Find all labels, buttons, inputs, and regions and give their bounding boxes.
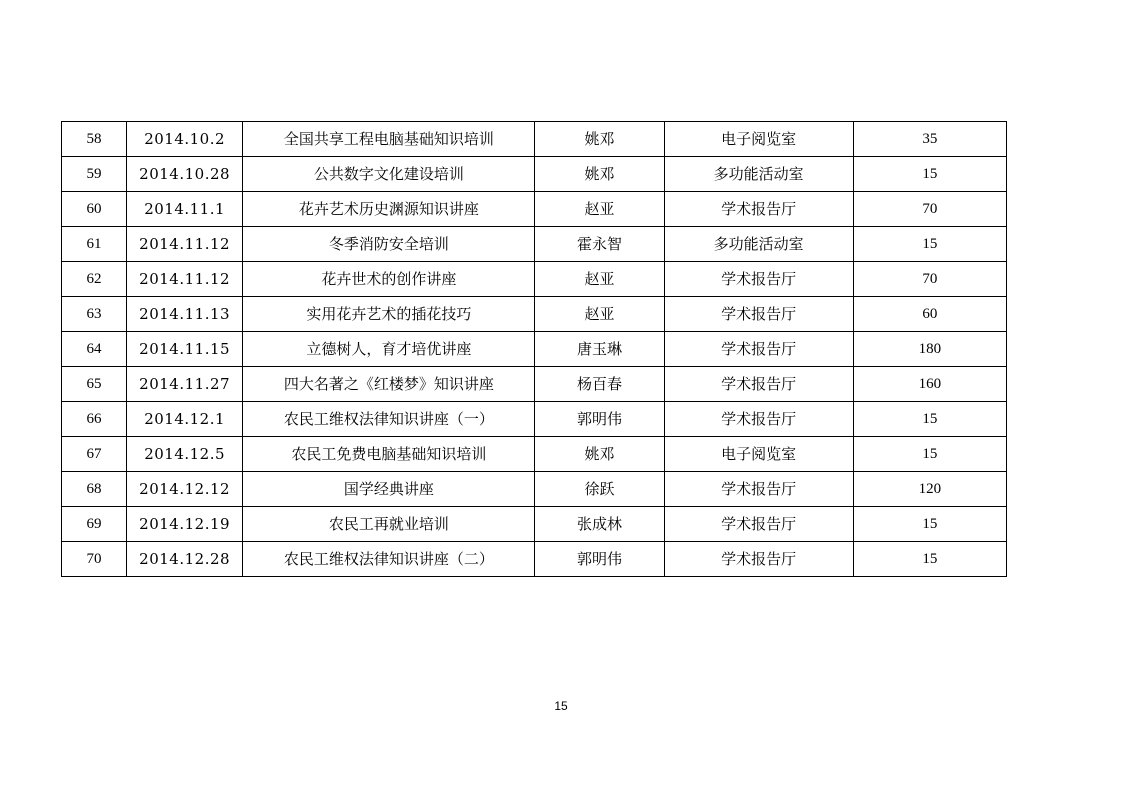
- date-cell: 2014.11.27: [127, 367, 243, 402]
- attendance-cell: 70: [853, 262, 1006, 297]
- event-title-cell: 花卉世术的创作讲座: [243, 262, 535, 297]
- venue-cell: 多功能活动室: [664, 227, 853, 262]
- speaker-cell: 张成林: [535, 507, 664, 542]
- row-number-cell: 61: [62, 227, 127, 262]
- row-number-cell: 59: [62, 157, 127, 192]
- speaker-cell: 姚邓: [535, 157, 664, 192]
- events-table: [61, 121, 1007, 577]
- event-title-cell: 立德树人，育才培优讲座: [243, 332, 535, 367]
- attendance-cell: 15: [853, 157, 1006, 192]
- row-number-cell: 64: [62, 332, 127, 367]
- attendance-cell: 120: [853, 472, 1006, 507]
- speaker-cell: 赵亚: [535, 262, 664, 297]
- row-number-cell: 62: [62, 262, 127, 297]
- attendance-cell: 160: [853, 367, 1006, 402]
- table-row: [62, 157, 1007, 192]
- event-title-cell: 四大名著之《红楼梦》知识讲座: [243, 367, 535, 402]
- date-cell: 2014.10.2: [127, 122, 243, 157]
- attendance-cell: 180: [853, 332, 1006, 367]
- attendance-cell: 35: [853, 122, 1006, 157]
- row-number-cell: 58: [62, 122, 127, 157]
- attendance-cell: 15: [853, 507, 1006, 542]
- attendance-cell: 15: [853, 227, 1006, 262]
- row-number-cell: 60: [62, 192, 127, 227]
- venue-cell: 学术报告厅: [664, 367, 853, 402]
- page-number: 15: [554, 699, 568, 713]
- venue-cell: 学术报告厅: [664, 507, 853, 542]
- speaker-cell: 赵亚: [535, 192, 664, 227]
- table-row: [62, 402, 1007, 437]
- date-cell: 2014.10.28: [127, 157, 243, 192]
- event-title-cell: 实用花卉艺术的插花技巧: [243, 297, 535, 332]
- event-title-cell: 冬季消防安全培训: [243, 227, 535, 262]
- table-row: [62, 542, 1007, 577]
- row-number-cell: 63: [62, 297, 127, 332]
- venue-cell: 电子阅览室: [664, 122, 853, 157]
- date-cell: 2014.12.1: [127, 402, 243, 437]
- table-row: [62, 332, 1007, 367]
- venue-cell: 多功能活动室: [664, 157, 853, 192]
- date-cell: 2014.11.12: [127, 262, 243, 297]
- date-cell: 2014.12.19: [127, 507, 243, 542]
- table-row: [62, 507, 1007, 542]
- speaker-cell: 赵亚: [535, 297, 664, 332]
- row-number-cell: 70: [62, 542, 127, 577]
- date-cell: 2014.12.5: [127, 437, 243, 472]
- table-row: [62, 262, 1007, 297]
- date-cell: 2014.12.28: [127, 542, 243, 577]
- date-cell: 2014.11.13: [127, 297, 243, 332]
- attendance-cell: 60: [853, 297, 1006, 332]
- table-row: [62, 122, 1007, 157]
- row-number-cell: 65: [62, 367, 127, 402]
- venue-cell: 学术报告厅: [664, 402, 853, 437]
- table-row: [62, 367, 1007, 402]
- row-number-cell: 69: [62, 507, 127, 542]
- attendance-cell: 15: [853, 402, 1006, 437]
- venue-cell: 学术报告厅: [664, 332, 853, 367]
- attendance-cell: 70: [853, 192, 1006, 227]
- attendance-cell: 15: [853, 437, 1006, 472]
- table-row: [62, 437, 1007, 472]
- speaker-cell: 郭明伟: [535, 402, 664, 437]
- row-number-cell: 67: [62, 437, 127, 472]
- venue-cell: 学术报告厅: [664, 297, 853, 332]
- event-title-cell: 农民工免费电脑基础知识培训: [243, 437, 535, 472]
- speaker-cell: 姚邓: [535, 122, 664, 157]
- row-number-cell: 68: [62, 472, 127, 507]
- attendance-cell: 15: [853, 542, 1006, 577]
- table-row: [62, 192, 1007, 227]
- venue-cell: 学术报告厅: [664, 192, 853, 227]
- venue-cell: 学术报告厅: [664, 262, 853, 297]
- date-cell: 2014.11.1: [127, 192, 243, 227]
- date-cell: 2014.11.12: [127, 227, 243, 262]
- speaker-cell: 霍永智: [535, 227, 664, 262]
- speaker-cell: 郭明伟: [535, 542, 664, 577]
- event-title-cell: 农民工维权法律知识讲座（二）: [243, 542, 535, 577]
- date-cell: 2014.12.12: [127, 472, 243, 507]
- speaker-cell: 徐跃: [535, 472, 664, 507]
- row-number-cell: 66: [62, 402, 127, 437]
- event-title-cell: 花卉艺术历史渊源知识讲座: [243, 192, 535, 227]
- speaker-cell: 唐玉琳: [535, 332, 664, 367]
- venue-cell: 学术报告厅: [664, 542, 853, 577]
- event-title-cell: 农民工再就业培训: [243, 507, 535, 542]
- speaker-cell: 姚邓: [535, 437, 664, 472]
- date-cell: 2014.11.15: [127, 332, 243, 367]
- event-title-cell: 公共数字文化建设培训: [243, 157, 535, 192]
- event-title-cell: 国学经典讲座: [243, 472, 535, 507]
- event-title-cell: 农民工维权法律知识讲座（一）: [243, 402, 535, 437]
- speaker-cell: 杨百春: [535, 367, 664, 402]
- table-row: [62, 227, 1007, 262]
- table-row: [62, 472, 1007, 507]
- table-row: [62, 297, 1007, 332]
- event-title-cell: 全国共享工程电脑基础知识培训: [243, 122, 535, 157]
- venue-cell: 学术报告厅: [664, 472, 853, 507]
- venue-cell: 电子阅览室: [664, 437, 853, 472]
